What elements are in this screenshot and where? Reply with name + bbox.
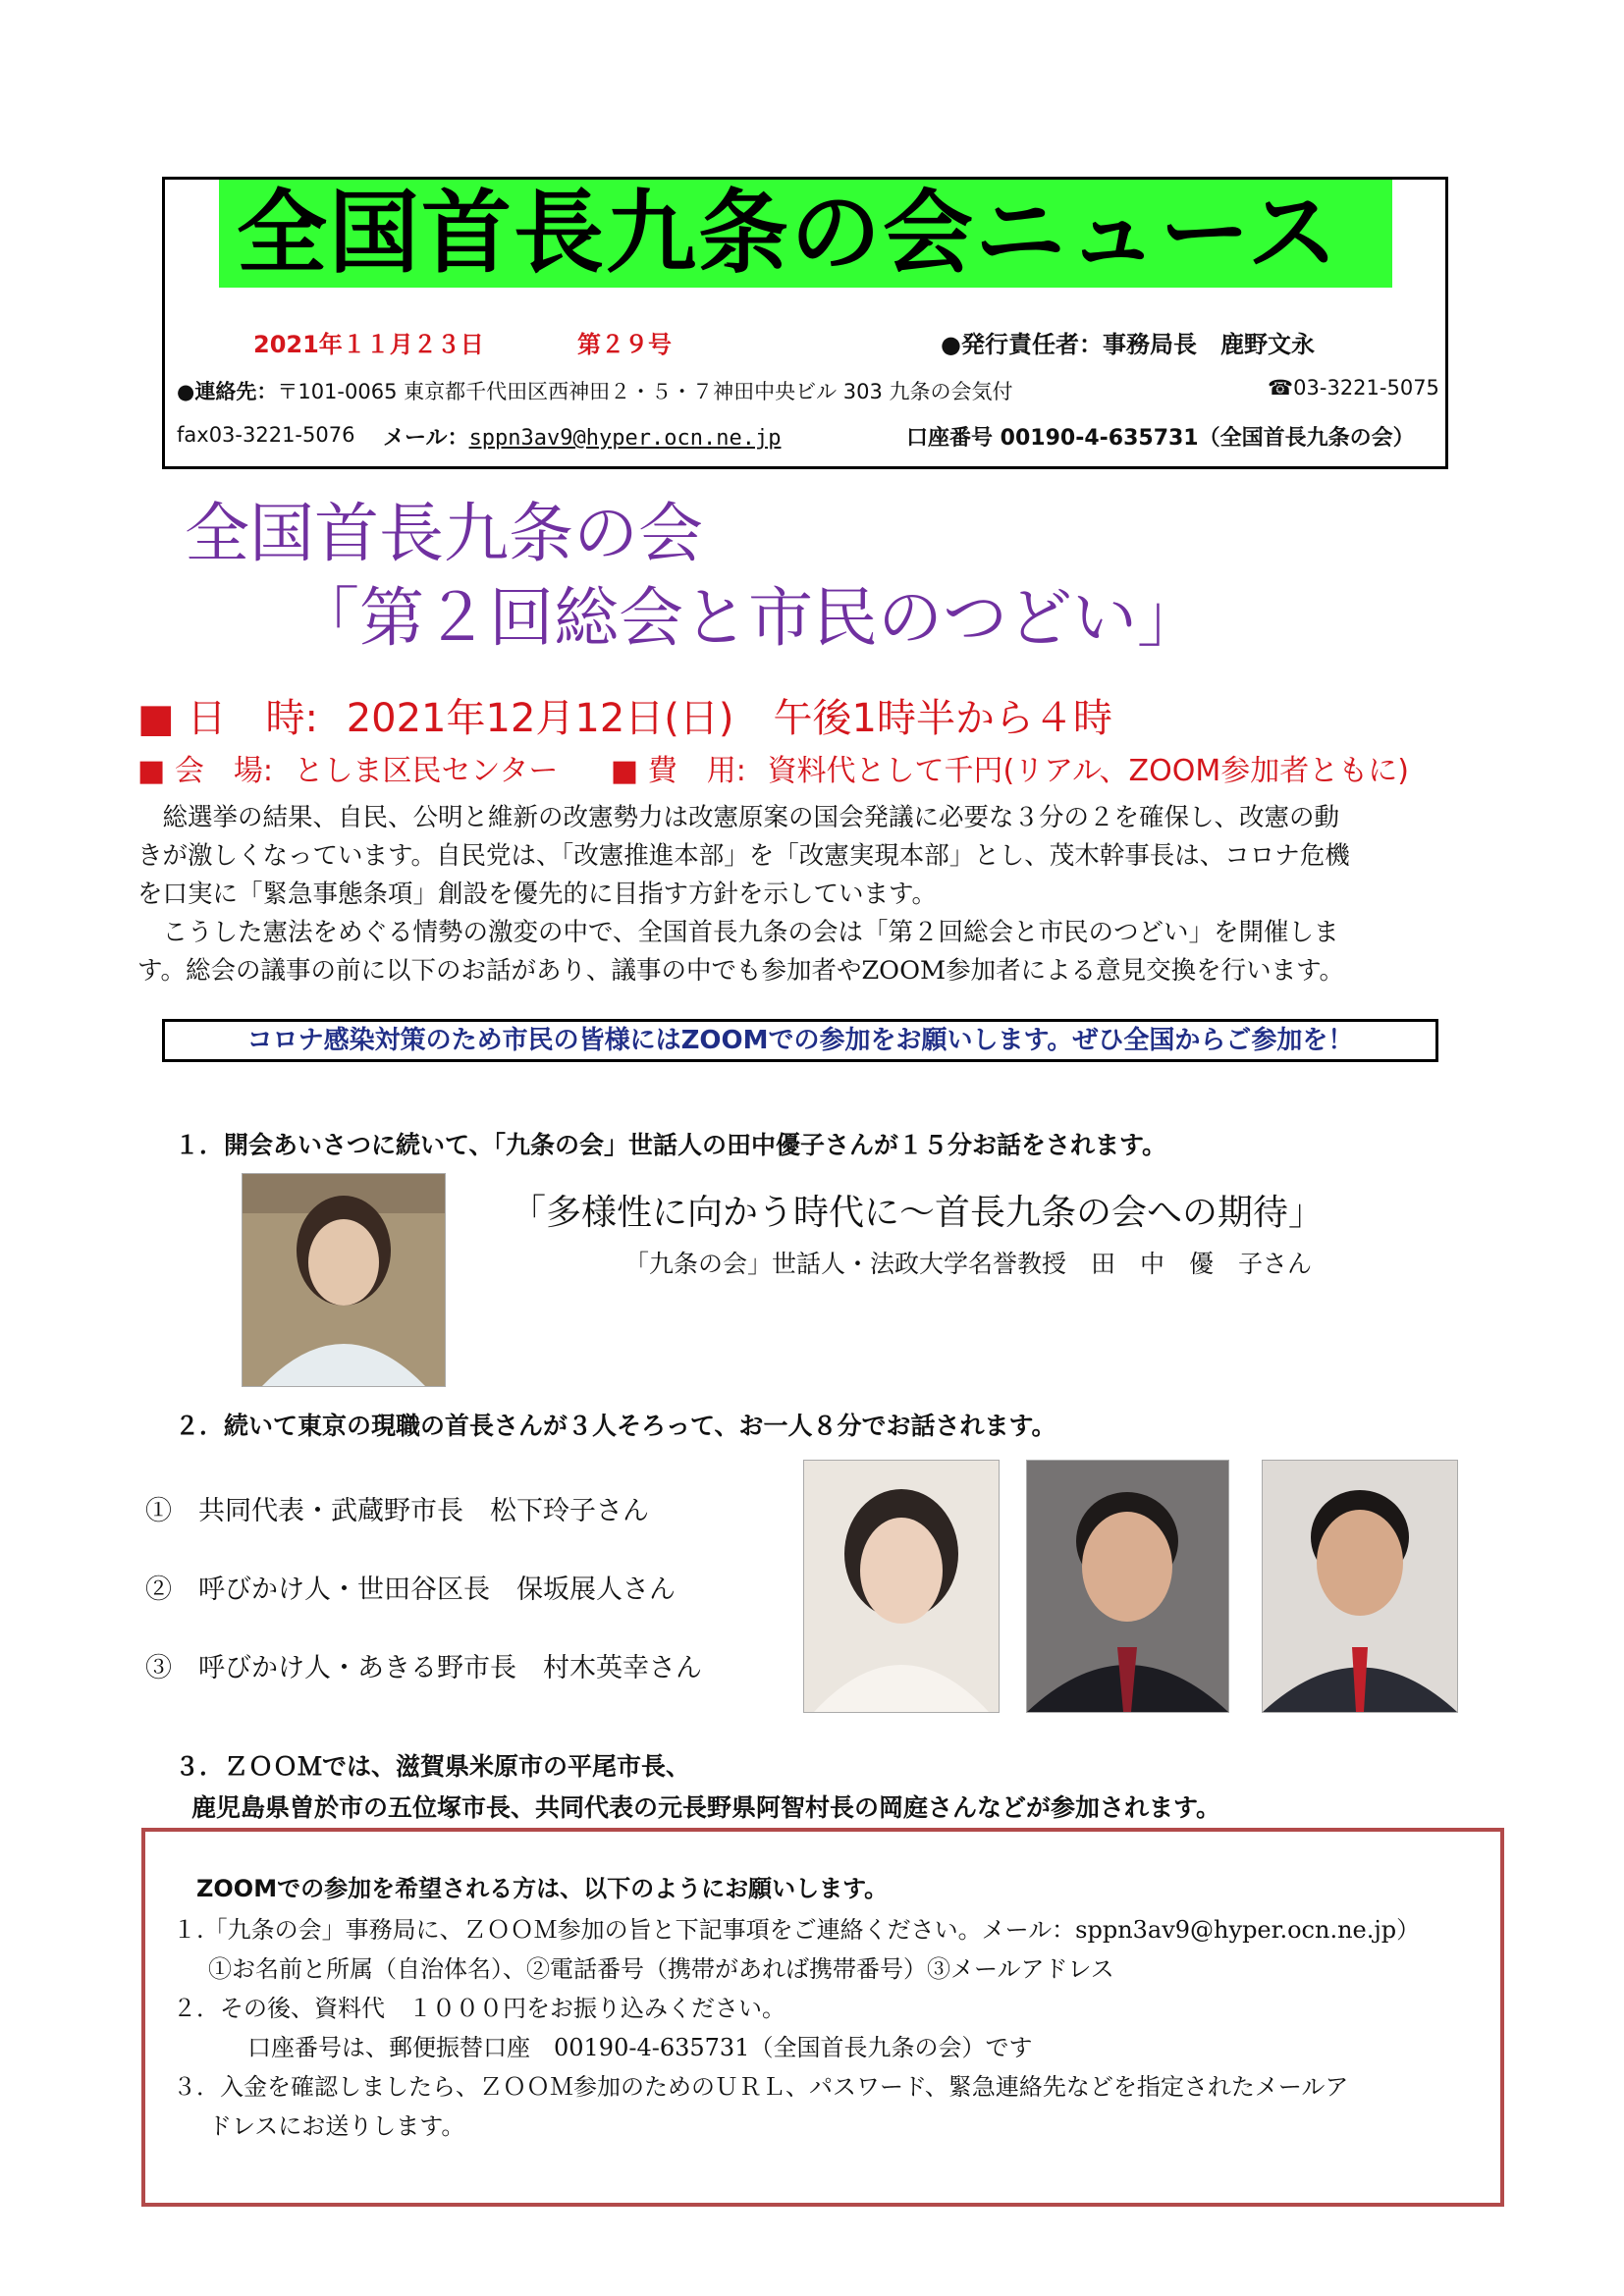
zoom-step-2: ２．その後、資料代 １０００円をお振り込みください。 bbox=[173, 1995, 785, 2022]
paragraph-line: 総選挙の結果、自民、公明と維新の改憲勢力は改憲原案の国会発議に必要な３分の２を確保し、改憲の動 bbox=[137, 803, 1340, 832]
person-silhouette-icon bbox=[1263, 1461, 1457, 1712]
section-3-line1: ３．ＺＯＯＭでは、滋賀県米原市の平尾市長、 bbox=[175, 1752, 691, 1781]
section-2-heading: ２．続いて東京の現職の首長さんが３人そろって、お一人８分でお話されます。 bbox=[175, 1412, 1056, 1440]
zoom-instructions-box bbox=[141, 1828, 1504, 2207]
event-fee-value: 資料代として千円(リアル、ZOOM参加者ともに) bbox=[767, 754, 1409, 788]
event-date-value: 2021年12月12日(日) 午後1時半から４時 bbox=[346, 696, 1112, 741]
paragraph-1 bbox=[137, 799, 1473, 914]
mayor-item-2: ② 呼びかけ人・世田谷区長 保坂展人さん bbox=[145, 1575, 676, 1605]
person-silhouette-icon bbox=[804, 1461, 999, 1712]
mail-address[interactable]: sppn3av9@hyper.ocn.ne.jp bbox=[468, 426, 782, 451]
zoom-step-2-detail: 口座番号は、郵便振替口座 00190-4-635731（全国首長九条の会）です bbox=[247, 2034, 1033, 2061]
speaker-credit: 「九条の会」世話人・法政大学名誉教授 田 中 優 子さん bbox=[624, 1250, 1313, 1278]
headline-line1: 全国首長九条の会 bbox=[185, 496, 703, 571]
contact-tel: ☎03-3221-5075 bbox=[1268, 376, 1439, 400]
zoom-step-3: ３．入金を確認しましたら、ＺＯＯＭ参加のためのＵＲＬ、パスワード、緊急連絡先などを指定されたメールア bbox=[173, 2073, 1349, 2101]
zoom-step-3-cont: ドレスにお送りします。 bbox=[208, 2112, 465, 2140]
paragraph-line: を口実に「緊急事態条項」創設を優先的に目指す方針を示しています。 bbox=[137, 880, 937, 909]
paragraph-line: きが激しくなっています。自民党は、「改憲推進本部」を「改憲実現本部」とし、茂木幹事長は、コロナ危機 bbox=[137, 841, 1350, 871]
event-fee-label: ■ 費 用: bbox=[610, 754, 746, 788]
paragraph-line: こうした憲法をめぐる情勢の激変の中で、全国首長九条の会は「第２回総会と市民のつどい」を開催しま bbox=[137, 918, 1339, 947]
contact-address: 〒101-0065 東京都千代田区西神田２・５・７神田中央ビル 303 九条の会気付 bbox=[277, 380, 1013, 403]
mayor-photo-3 bbox=[1262, 1460, 1458, 1713]
event-date-row bbox=[137, 687, 1112, 743]
mayor-item-3: ③ 呼びかけ人・あきる野市長 村木英幸さん bbox=[145, 1653, 702, 1683]
speaker-photo bbox=[242, 1173, 446, 1387]
section-3-line2: 鹿児島県曽於市の五位塚市長、共同代表の元長野県阿智村長の岡庭さんなどが参加されます。 bbox=[191, 1793, 1221, 1822]
masthead bbox=[162, 177, 1448, 469]
event-venue-row bbox=[137, 746, 1409, 789]
mayor-item-1: ① 共同代表・武蔵野市長 松下玲子さん bbox=[145, 1496, 649, 1526]
person-silhouette-icon bbox=[243, 1174, 445, 1386]
issue-number: 第２９号 bbox=[577, 331, 672, 358]
contact-label: ●連絡先： bbox=[177, 380, 278, 403]
person-silhouette-icon bbox=[1027, 1461, 1228, 1712]
issue-date: 2021年１１月２３日 bbox=[253, 331, 484, 358]
zoom-box-heading: ZOOMでの参加を希望される方は、以下のようにお願いします。 bbox=[196, 1875, 889, 1902]
mail-label: メール： bbox=[383, 426, 469, 451]
contact-fax: fax03-3221-5076 bbox=[177, 423, 355, 447]
section-1-heading: １．開会あいさつに続いて、「九条の会」世話人の田中優子さんが１５分お話をされます。 bbox=[175, 1131, 1167, 1159]
paragraph-line: す。総会の議事の前に以下のお話があり、議事の中でも参加者やZOOM参加者による意見交換を行います。 bbox=[137, 956, 1345, 986]
zoom-step-1-detail: ①お名前と所属（自治体名）、②電話番号（携帯があれば携帯番号）③メールアドレス bbox=[208, 1955, 1114, 1983]
headline-line2: 「第２回総会と市民のつどい」 bbox=[295, 580, 1202, 656]
account-number: 口座番号 00190-4-635731（全国首長九条の会） bbox=[906, 426, 1415, 451]
newsletter-title: 全国首長九条の会ニュース bbox=[219, 180, 1392, 288]
event-venue-value: としま区民センター bbox=[294, 754, 559, 788]
zoom-step-1: １.「九条の会」事務局に、ＺＯＯＭ参加の旨と下記事項をご連絡ください。メール：sppn3av9@hyper.ocn.ne.jp） bbox=[173, 1916, 1421, 1944]
event-date-label: ■ 日 時: bbox=[137, 696, 318, 741]
mail-line bbox=[383, 421, 781, 452]
publisher: ●発行責任者：事務局長 鹿野文永 bbox=[941, 331, 1315, 358]
zoom-notice: コロナ感染対策のため市民の皆様にはZOOMでの参加をお願いします。ぜひ全国からご参加を！ bbox=[162, 1019, 1438, 1062]
mayor-photo-1 bbox=[803, 1460, 1000, 1713]
paragraph-2 bbox=[137, 914, 1473, 990]
contact-line bbox=[177, 376, 1013, 405]
mayor-photo-2 bbox=[1026, 1460, 1229, 1713]
event-venue-label: ■ 会 場: bbox=[137, 754, 273, 788]
talk-title: 「多様性に向かう時代に～首長九条の会への期待」 bbox=[511, 1193, 1325, 1233]
